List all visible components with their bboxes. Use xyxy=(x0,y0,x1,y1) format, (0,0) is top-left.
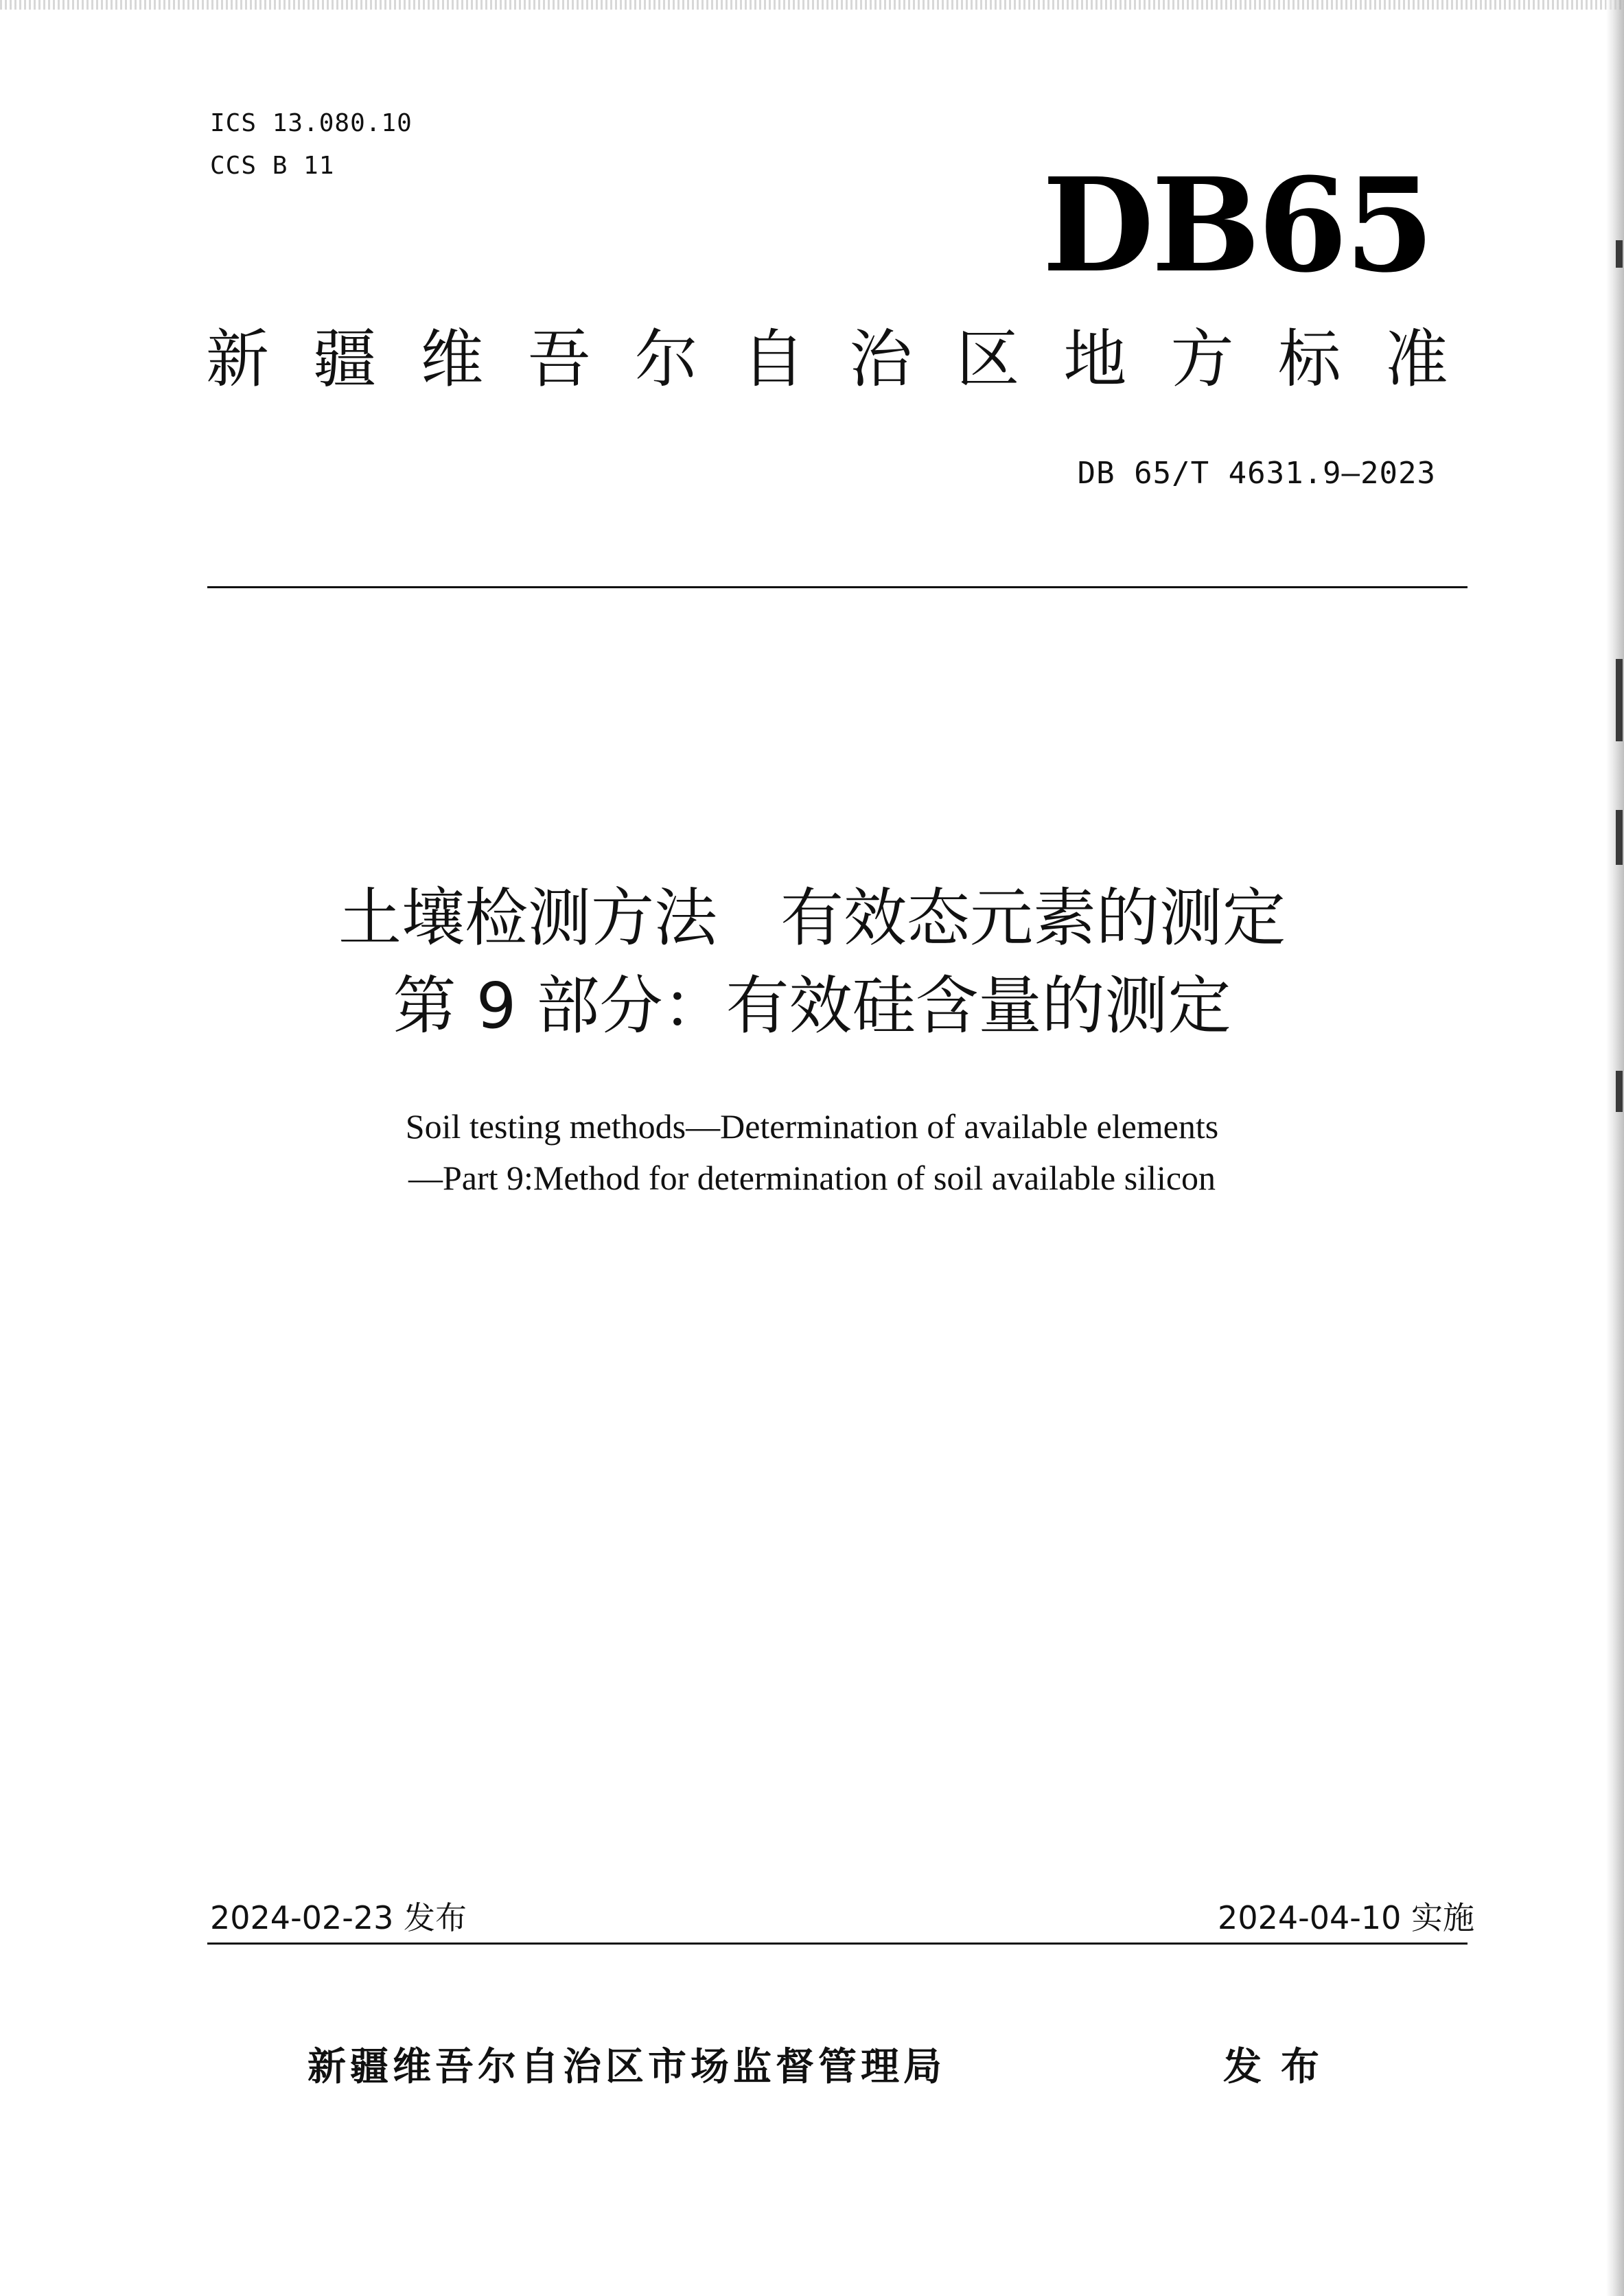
title-cn-line2: 第 9 部分：有效硅含量的测定 xyxy=(393,969,1231,1043)
footer-divider xyxy=(207,1943,1468,1945)
scan-edge-mark xyxy=(1616,810,1623,865)
standard-type-char: 疆 xyxy=(313,323,377,396)
standard-type-char: 尔 xyxy=(634,323,698,396)
title-en-line2: —Part 9:Method for determination of soil available silicon xyxy=(408,1159,1216,1197)
title-cn-line1: 土壤检测方法 有效态元素的测定 xyxy=(338,881,1286,955)
standard-type-char: 地 xyxy=(1063,323,1127,396)
standard-type-char: 治 xyxy=(849,323,913,396)
scan-right-edge xyxy=(1606,0,1624,2296)
scan-top-border xyxy=(0,0,1624,10)
implementation-date: 2024-04-10 实施 xyxy=(1218,1899,1474,1936)
standard-type-char: 区 xyxy=(956,323,1020,396)
standard-type-char: 方 xyxy=(1170,323,1234,396)
ccs-code: CCS B 11 xyxy=(210,152,335,180)
standard-type-char: 吾 xyxy=(527,323,591,396)
db65-logo: DB65 xyxy=(1042,150,1432,301)
publisher-issue-label: 发布 xyxy=(1223,2045,1338,2089)
title-en-line1: Soil testing methods—Determination of available elements xyxy=(405,1107,1219,1146)
header-divider xyxy=(207,586,1468,588)
scan-edge-mark xyxy=(1616,659,1623,741)
standard-type-char: 标 xyxy=(1277,323,1341,396)
publisher-name: 新疆维吾尔自治区市场监督管理局 xyxy=(308,2045,946,2089)
standard-type-char: 维 xyxy=(420,323,484,396)
standard-type-heading xyxy=(206,323,1448,396)
standard-number: DB 65/T 4631.9—2023 xyxy=(1077,456,1436,491)
scan-edge-mark xyxy=(1616,240,1623,268)
standard-type-char: 新 xyxy=(206,323,270,396)
scan-edge-mark xyxy=(1616,1071,1623,1112)
standard-type-char: 自 xyxy=(741,323,805,396)
issue-date: 2024-02-23 发布 xyxy=(210,1899,467,1936)
ics-code: ICS 13.080.10 xyxy=(210,109,413,137)
standard-type-char: 准 xyxy=(1384,323,1448,396)
